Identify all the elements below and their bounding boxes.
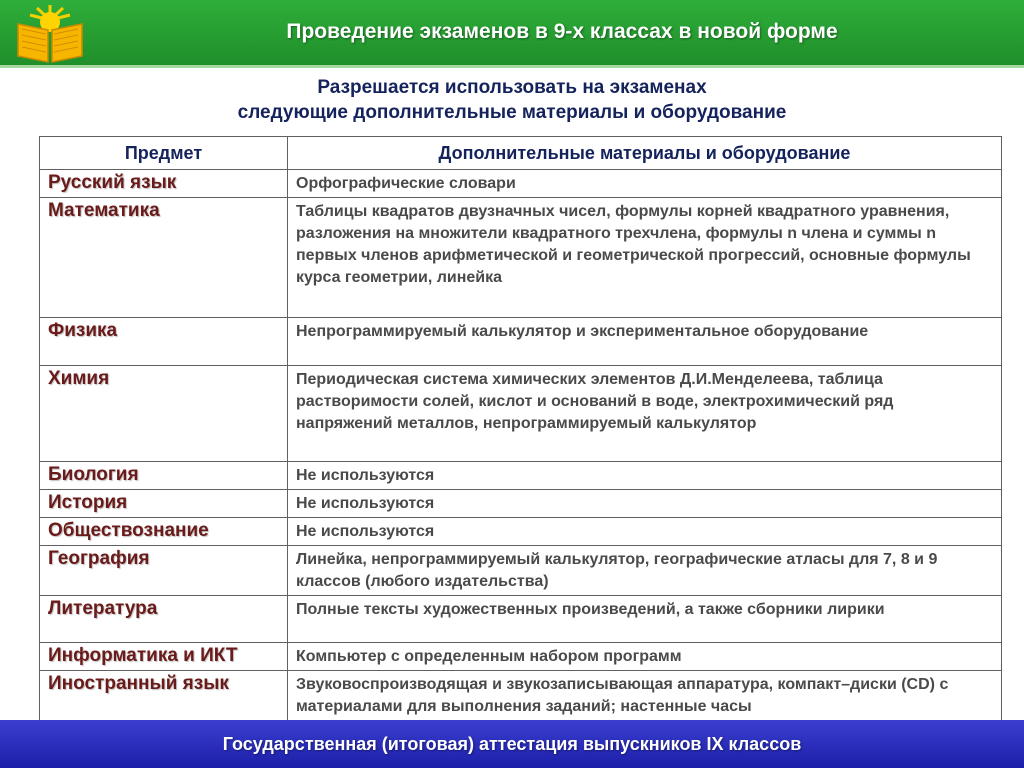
subtitle: [0, 75, 1024, 125]
table-row: [40, 546, 1002, 596]
page-title: Проведение экзаменов в 9-х классах в новой форме: [286, 20, 838, 43]
materials-cell: Не используются: [288, 490, 1002, 518]
materials-cell: Не используются: [288, 462, 1002, 490]
table-row: [40, 596, 1002, 643]
table-header-row: [40, 137, 1002, 170]
materials-cell: Полные тексты художественных произведений, а также сборники лирики: [288, 596, 1002, 643]
subject-cell: Химия: [40, 366, 288, 462]
subject-cell: Математика: [40, 198, 288, 318]
materials-cell: Линейка, непрограммируемый калькулятор, географические атласы для 7, 8 и 9 классов (любого издательства): [288, 546, 1002, 596]
subject-cell: География: [40, 546, 288, 596]
table-row: [40, 490, 1002, 518]
subject-cell: Литература: [40, 596, 288, 643]
subject-cell: Иностранный язык: [40, 671, 288, 721]
materials-cell: Орфографические словари: [288, 170, 1002, 198]
table-row: [40, 518, 1002, 546]
table-row: [40, 170, 1002, 198]
column-header-subject: Предмет: [40, 137, 288, 170]
footer-title: Государственная (итоговая) аттестация выпускников IX классов: [222, 734, 802, 754]
table-row: [40, 366, 1002, 462]
subject-cell: История: [40, 490, 288, 518]
subject-cell: Биология: [40, 462, 288, 490]
materials-table: [39, 136, 1002, 721]
materials-cell: Компьютер с определенным набором программ: [288, 643, 1002, 671]
table-row: [40, 318, 1002, 366]
table-row: [40, 671, 1002, 721]
open-book-sun-icon: [10, 2, 90, 64]
table-row: [40, 462, 1002, 490]
subject-cell: Обществознание: [40, 518, 288, 546]
table-row: [40, 643, 1002, 671]
subtitle-line-1: Разрешается использовать на экзаменах: [317, 77, 707, 98]
materials-cell: Таблицы квадратов двузначных чисел, формулы корней квадратного уравнения, разложения на множители квадратного трехчлена, формулы n члена и суммы n первых членов арифметической и геометрической прогрессий, основные формулы курса геометрии, линейка: [288, 198, 1002, 318]
footer-bar: [0, 720, 1024, 768]
subtitle-line-2: следующие дополнительные материалы и оборудование: [237, 102, 787, 123]
column-header-materials: Дополнительные материалы и оборудование: [288, 137, 1002, 170]
subject-cell: Физика: [40, 318, 288, 366]
subject-cell: Русский язык: [40, 170, 288, 198]
table-row: [40, 198, 1002, 318]
materials-cell: Не используются: [288, 518, 1002, 546]
materials-cell: Звуковоспроизводящая и звукозаписывающая аппаратура, компакт–диски (CD) с материалами для выполнения заданий; настенные часы: [288, 671, 1002, 721]
materials-cell: Периодическая система химических элементов Д.И.Менделеева, таблица растворимости солей, кислот и оснований в воде, электрохимический ряд напряжений металлов, непрограммируемый калькулятор: [288, 366, 1002, 462]
materials-cell: Непрограммируемый калькулятор и экспериментальное оборудование: [288, 318, 1002, 366]
subject-cell: Информатика и ИКТ: [40, 643, 288, 671]
header-bar: [0, 0, 1024, 68]
